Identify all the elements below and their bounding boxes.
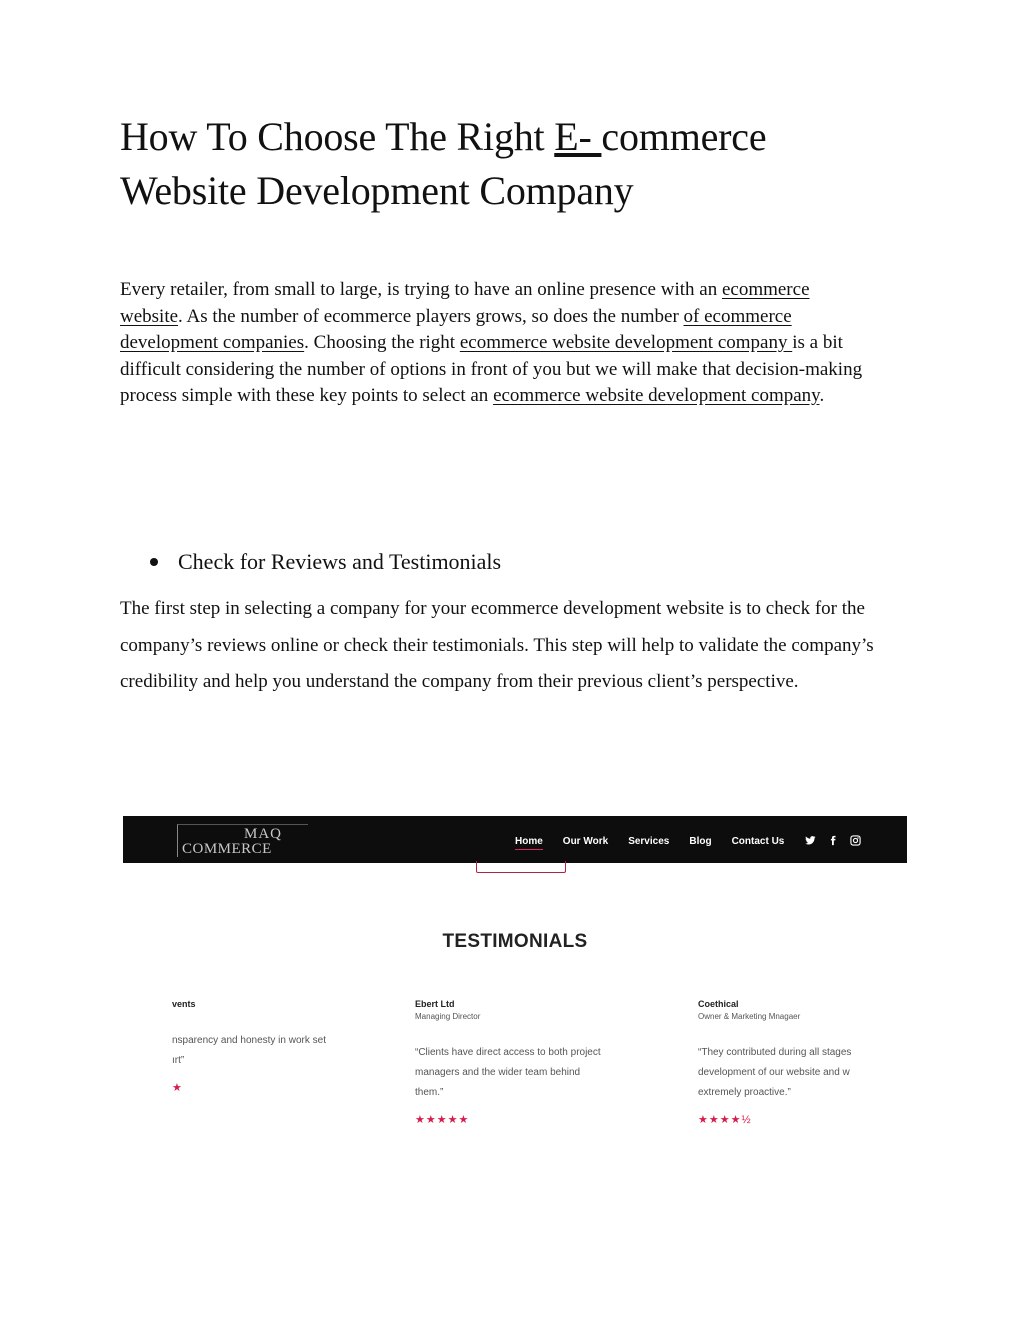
intro-text-2: . As the number of ecommerce players grows, so does the number (178, 305, 684, 327)
testimonials-heading: TESTIMONIALS (442, 931, 588, 952)
bullet-heading (150, 547, 501, 577)
ecommerce-development-companies-link[interactable]: of ecommerce development companies (120, 305, 792, 353)
testimonial-card (415, 999, 625, 1126)
nav-blog[interactable]: Blog (689, 836, 712, 847)
client-name: Coethical (698, 999, 739, 1009)
nav-contact-us[interactable]: Contact Us (731, 836, 785, 847)
ecommerce-website-link[interactable]: ecommerce website (120, 279, 810, 327)
nav-services[interactable]: Services (628, 836, 670, 847)
testimonials-screenshot (123, 816, 907, 1150)
star-rating: ★★★★½ (698, 1114, 752, 1126)
page-title (120, 110, 880, 218)
red-outline-button (476, 861, 566, 873)
client-quote: “Clients have direct access to both project managers and the wider team behind them.” (415, 1047, 601, 1098)
client-quote: nsparency and honesty in work set ırt” (172, 1035, 326, 1066)
twitter-icon[interactable] (805, 835, 816, 846)
intro-text-5: . (819, 385, 825, 406)
site-navbar (123, 816, 907, 863)
title-text-rest: commerce Website Development Company (120, 114, 767, 213)
intro-text-3: . Choosing the right (304, 332, 460, 353)
nav-links (515, 836, 784, 850)
client-role: Owner & Marketing Mnagaer (698, 1012, 801, 1021)
social-icons (805, 835, 861, 846)
client-name: Ebert Ltd (415, 999, 455, 1009)
bullet-text: Check for Reviews and Testimonials (178, 549, 502, 574)
intro-text-4: is a bit difficult considering the number of options in front of you but we will make that decision-making process simple with these key points to select an (120, 332, 863, 406)
nav-our-work[interactable]: Our Work (562, 836, 609, 847)
testimonial-card (172, 999, 382, 1094)
intro-paragraph (120, 277, 870, 410)
logo-line-2: COMMERCE (182, 841, 272, 857)
logo-line-1: MAQ (243, 826, 282, 842)
title-link[interactable]: E- (554, 114, 602, 159)
title-text: How To Choose The Right (120, 114, 555, 159)
facebook-icon[interactable] (828, 835, 838, 846)
body-paragraph: The first step in selecting a company for your ecommerce development website is to check for the company’s reviews online or check their testimonials. This step will help to validate the company’s credibility and help you understand the company from their previous client’s perspective. (120, 598, 874, 692)
ecommerce-website-development-company-link-2[interactable]: ecommerce website development company (493, 385, 820, 406)
bullet-icon (150, 558, 158, 566)
instagram-icon[interactable] (850, 835, 861, 846)
star-rating: ★★★★★ (415, 1114, 470, 1126)
client-quote: “They contributed during all stages development of our website and w extremely proactive.” (698, 1047, 852, 1098)
nav-home[interactable]: Home (515, 836, 543, 850)
site-logo (177, 824, 308, 857)
client-role: Managing Director (415, 1012, 481, 1021)
intro-text-1: Every retailer, from small to large, is trying to have an online presence with an (120, 279, 722, 300)
client-name: vents (172, 999, 196, 1009)
ecommerce-website-development-company-link[interactable]: ecommerce website development company (459, 332, 793, 353)
testimonial-card (698, 999, 907, 1126)
star-rating: ★ (172, 1082, 183, 1094)
